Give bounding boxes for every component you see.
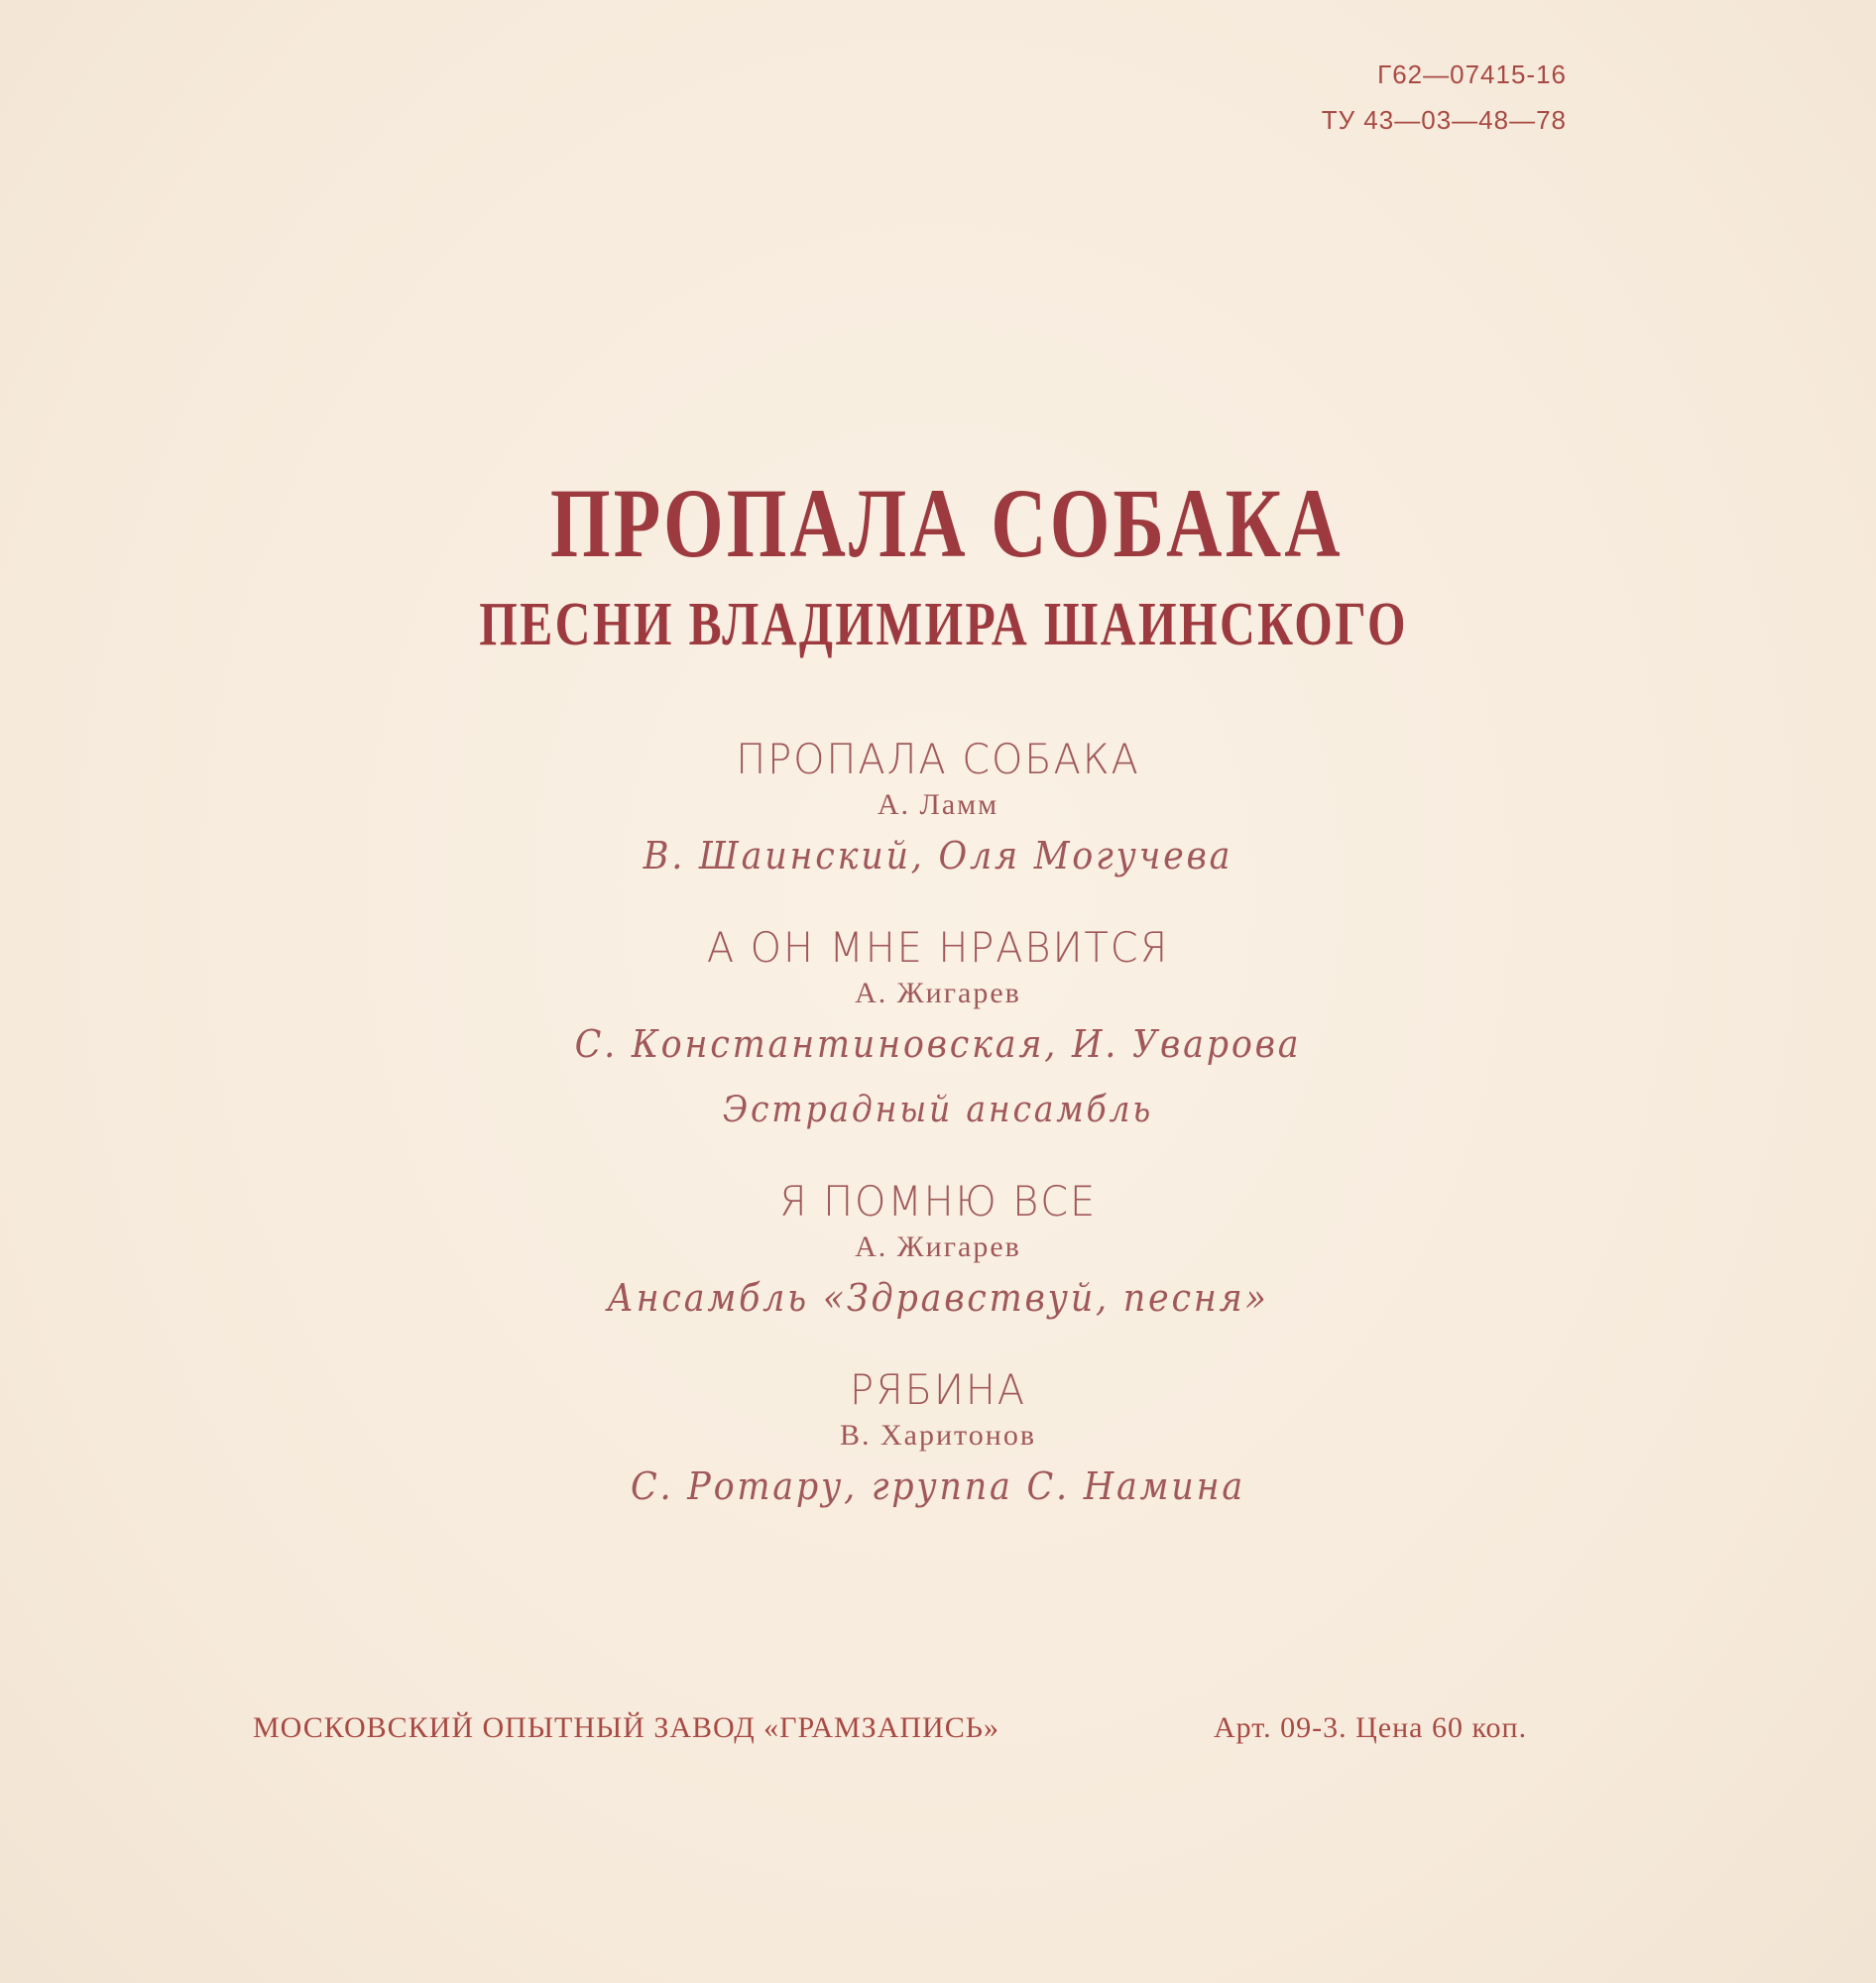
catalog-info [1322,52,1567,143]
album-title: ПРОПАЛА СОБАКА [549,468,1344,578]
track-4 [0,1364,1876,1517]
track-author: А. Ламм [877,788,999,821]
track-performer: В. Шаинский, Оля Могучева [643,834,1233,877]
track-1 [0,734,1876,886]
manufacturer: МОСКОВСКИЙ ОПЫТНЫЙ ЗАВОД «ГРАМЗАПИСЬ» [253,1711,999,1744]
track-accompaniment: Эстрадный ансамбль [722,1090,1154,1130]
album-subtitle: ПЕСНИ ВЛАДИМИРА ШАИНСКОГО [479,591,1408,658]
track-title: А ОН МНЕ НРАВИТСЯ [706,923,1170,972]
track-performer: С. Константиновская, И. Уварова [574,1022,1302,1066]
track-author: А. Жигарев [855,977,1021,1009]
catalog-code: Г62—07415-16 [1377,59,1567,89]
track-author: А. Жигарев [855,1230,1021,1263]
track-title: Я ПОМНЮ ВСЕ [778,1177,1098,1225]
track-list [0,734,1876,1553]
track-performer: Ансамбль «Здравствуй, песня» [607,1276,1269,1320]
catalog-spec: ТУ 43—03—48—78 [1321,105,1567,135]
price-info: Арт. 09-3. Цена 60 коп. [1214,1711,1528,1744]
track-3 [0,1176,1876,1329]
track-title: ПРОПАЛА СОБАКА [736,735,1140,783]
track-performer: С. Ротару, группа С. Намина [631,1464,1245,1508]
track-title: РЯБИНА [850,1365,1026,1414]
track-author: В. Харитонов [840,1419,1036,1452]
track-2 [0,922,1876,1140]
